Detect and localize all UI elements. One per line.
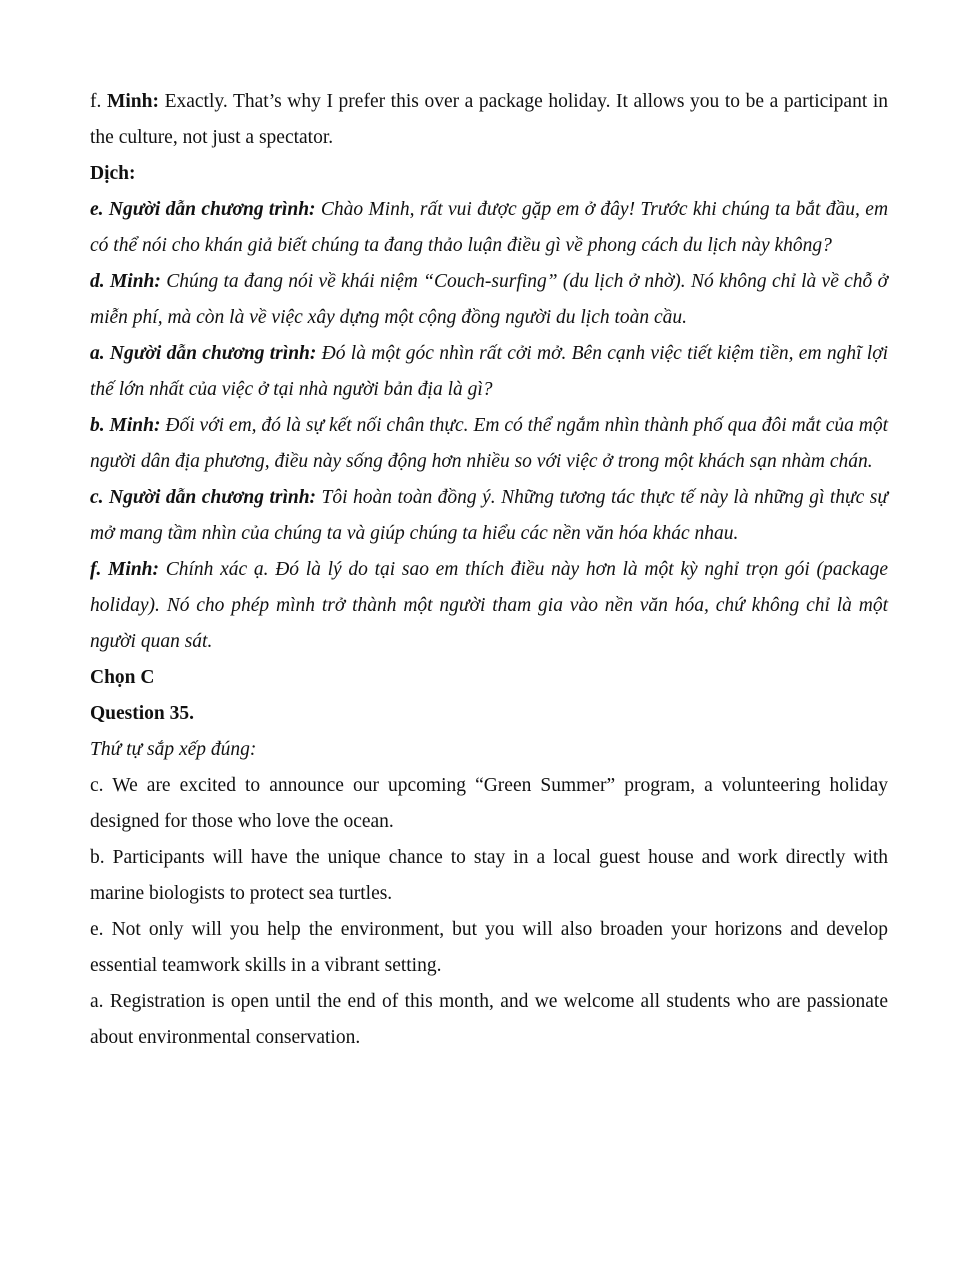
line-label: f. xyxy=(90,559,102,580)
line-text: Tôi hoàn toàn đồng ý. Những tương tác thực tế này là những gì thực sự mở mang tầm nhìn của chúng ta và giúp chúng ta hiểu các nền văn hóa khác nhau. xyxy=(90,487,889,544)
ordered-item-c xyxy=(90,768,888,840)
line-label: a. xyxy=(90,343,105,364)
ordered-item-e xyxy=(90,912,888,984)
line-text: Đối với em, đó là sự kết nối chân thực. Em có thể ngắm nhìn thành phố qua đôi mắt của một người dân địa phương, điều này sống động hơn nhiều so với việc ở trong một khách sạn nhàm chán. xyxy=(90,415,889,472)
speaker: Minh: xyxy=(108,559,160,580)
item-text: Participants will have the unique chance to stay in a local guest house and work directly with marine biologists to protect sea turtles. xyxy=(90,847,888,904)
line-label: c. xyxy=(90,487,104,508)
item-label: e. xyxy=(90,919,104,940)
translation-line-a xyxy=(90,336,888,408)
line-label: f. xyxy=(90,91,102,112)
translation-line-c xyxy=(90,480,888,552)
item-text: Not only will you help the environment, but you will also broaden your horizons and develop essential teamwork skills in a vibrant setting. xyxy=(90,919,888,976)
translation-line-f xyxy=(90,552,888,660)
question-title: Question 35. xyxy=(90,703,195,724)
translation-heading: Dịch: xyxy=(90,163,136,184)
document-page xyxy=(90,84,888,1056)
speaker: Minh: xyxy=(106,91,159,112)
item-label: b. xyxy=(90,847,105,868)
speaker: Minh: xyxy=(109,415,161,436)
line-text: Đó là một góc nhìn rất cởi mở. Bên cạnh việc tiết kiệm tiền, em nghĩ lợi thế lớn nhất của việc ở tại nhà người bản địa là gì? xyxy=(90,343,889,400)
translation-line-d xyxy=(90,264,888,336)
item-text: We are excited to announce our upcoming “Green Summer” program, a volunteering holiday designed for those who love the ocean. xyxy=(90,775,888,832)
speaker: Người dẫn chương trình: xyxy=(109,343,317,364)
ordered-item-b xyxy=(90,840,888,912)
order-label: Thứ tự sắp xếp đúng: xyxy=(90,739,257,760)
item-label: c. xyxy=(90,775,104,796)
translation-line-e xyxy=(90,192,888,264)
line-text: Chúng ta đang nói về khái niệm “Couch-surfing” (du lịch ở nhờ). Nó không chỉ là về chỗ ở miễn phí, mà còn là về việc xây dựng một cộng đồng người du lịch toàn cầu. xyxy=(90,271,889,328)
ordered-item-a xyxy=(90,984,888,1056)
line-label: b. xyxy=(90,415,105,436)
line-label: e. xyxy=(90,199,104,220)
item-text: Registration is open until the end of this month, and we welcome all students who are passionate about environmental conservation. xyxy=(90,991,888,1048)
speaker: Người dẫn chương trình: xyxy=(109,487,317,508)
translation-line-b xyxy=(90,408,888,480)
speaker: Người dẫn chương trình: xyxy=(108,199,316,220)
line-text: Chính xác ạ. Đó là lý do tại sao em thích điều này hơn là một kỳ nghỉ trọn gói (package holiday). Nó cho phép mình trở thành một người tham gia vào nền văn hóa, chứ không chỉ là một người quan sát. xyxy=(90,559,889,652)
line-text: Chào Minh, rất vui được gặp em ở đây! Trước khi chúng ta bắt đầu, em có thể nói cho khán giả biết chúng ta đang thảo luận điều gì về phong cách du lịch này không? xyxy=(90,199,889,256)
answer-choice: Chọn C xyxy=(90,667,155,688)
line-label: d. xyxy=(90,271,105,292)
line-text: Exactly. That’s why I prefer this over a package holiday. It allows you to be a participant in the culture, not just a spectator. xyxy=(90,91,889,148)
speaker: Minh: xyxy=(109,271,161,292)
item-label: a. xyxy=(90,991,104,1012)
dialogue-line-f xyxy=(90,84,888,156)
